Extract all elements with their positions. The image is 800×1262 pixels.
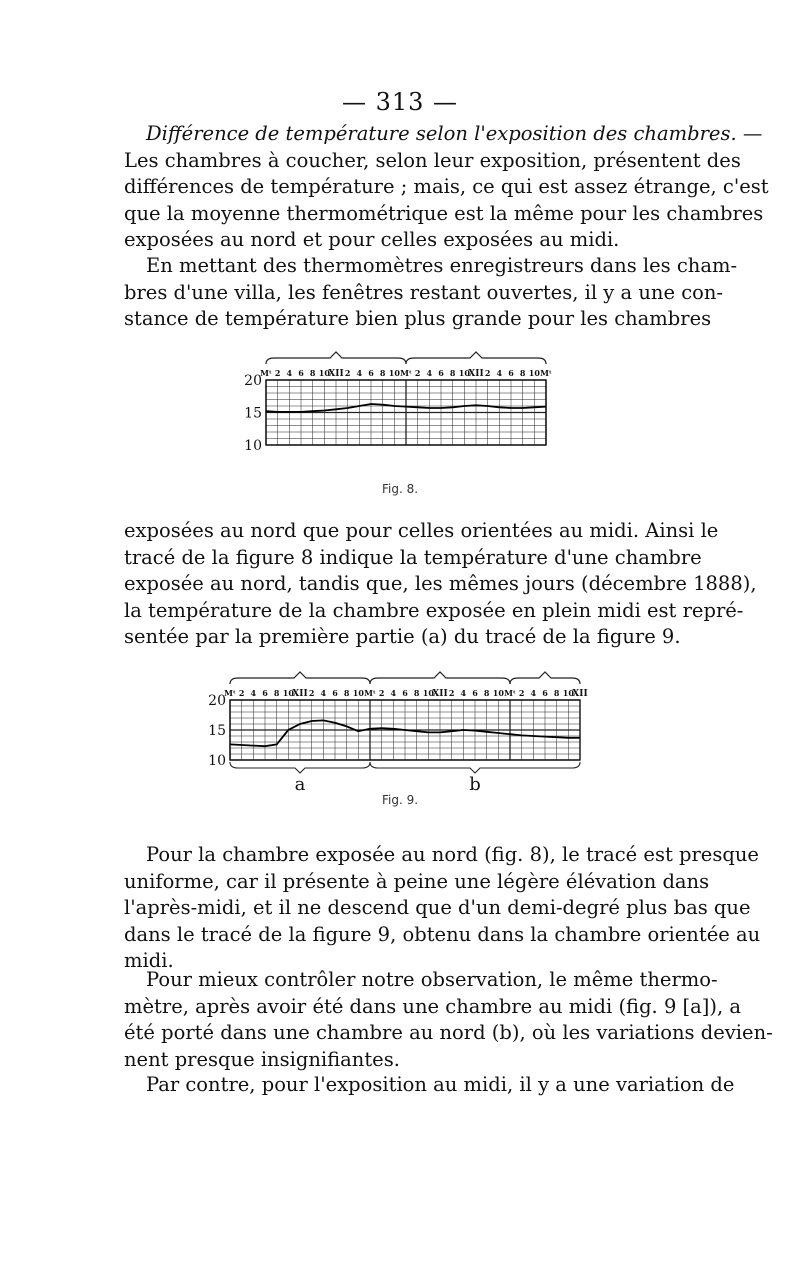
x-tick-label: 10 (388, 368, 400, 378)
day-brace (230, 672, 370, 684)
x-tick-label: XII (328, 369, 344, 379)
x-tick-label: Mᵗ (224, 688, 236, 698)
text-line: dans le tracé de la figure 9, obtenu dans la chambre orientée au (124, 922, 761, 946)
y-tick-label: 10 (208, 753, 226, 769)
paragraph-exposition-midi (124, 1072, 735, 1099)
x-tick-label: XII (292, 689, 308, 699)
x-tick-label: 4 (530, 688, 537, 698)
x-tick-label: 4 (390, 688, 397, 698)
text-line: l'après-midi, et il ne descend que d'un demi-degré plus bas que (124, 896, 751, 919)
text-line: midi. (124, 949, 174, 972)
x-tick-label: 2 (378, 688, 385, 698)
text-line: Pour mieux contrôler notre observation, le même thermo- (146, 968, 718, 991)
paragraph-figure-reference (124, 518, 757, 651)
text-line: stance de température bien plus grande pour les chambres (124, 307, 712, 330)
text-line: En mettant des thermomètres enregistreurs dans les cham- (146, 254, 738, 277)
x-tick-label: 2 (308, 688, 315, 698)
x-tick-label: 10 (458, 368, 470, 378)
paragraph-chambre-nord (124, 842, 761, 975)
day-brace (406, 352, 546, 364)
x-tick-label: 6 (262, 688, 268, 698)
text-line: exposées au nord que pour celles orientées au midi. Ainsi le (124, 519, 719, 542)
text-line: Les chambres à coucher, selon leur exposition, présentent des (124, 148, 741, 172)
x-tick-label: 6 (298, 368, 304, 378)
day-brace (266, 352, 406, 364)
x-tick-label: 2 (238, 688, 245, 698)
page-number: — 313 — (341, 88, 459, 116)
text-line: la température de la chambre exposée en plein midi est repré- (124, 598, 744, 622)
figure-8-chart (230, 350, 570, 465)
x-tick-label: XII (468, 369, 484, 379)
x-tick-label: Mᵗ (364, 688, 376, 698)
day-brace (510, 672, 580, 684)
text-line: que la moyenne thermométrique est la même pour les chambres (124, 201, 764, 225)
x-tick-label: 10 (352, 688, 364, 698)
x-tick-label: 6 (542, 688, 548, 698)
figure-8-caption: Fig. 8. (381, 482, 419, 496)
section-title: Différence de température selon l'exposition des chambres. (146, 122, 737, 145)
x-tick-label: 6 (402, 688, 408, 698)
day-brace (370, 672, 510, 684)
y-tick-label: 10 (244, 438, 262, 454)
x-tick-label: 10 (562, 688, 574, 698)
text-line: bres d'une villa, les fenêtres restant ouvertes, il y a une con- (124, 280, 723, 304)
x-tick-label: 2 (344, 368, 351, 378)
text-line: exposée au nord, tandis que, les mêmes jours (décembre 1888), (124, 572, 757, 595)
x-tick-label: 8 (343, 688, 350, 698)
x-tick-label: XII (432, 689, 448, 699)
x-tick-label: 4 (356, 368, 363, 378)
x-tick-label: 8 (413, 688, 420, 698)
x-tick-label: Mᵗ (504, 688, 516, 698)
segment-brace (370, 762, 580, 773)
x-tick-label: 6 (368, 368, 374, 378)
x-tick-label: 10 (422, 688, 434, 698)
x-tick-label: 8 (379, 368, 386, 378)
segment-label: a (294, 774, 306, 795)
x-tick-label: 10 (282, 688, 294, 698)
text-line: nent presque insignifiantes. (124, 1047, 400, 1071)
x-tick-label: 6 (332, 688, 338, 698)
x-tick-label: 2 (274, 368, 281, 378)
y-tick-label: 15 (208, 723, 226, 739)
x-tick-label: 4 (426, 368, 433, 378)
x-tick-label: 4 (286, 368, 293, 378)
y-tick-label: 20 (244, 373, 262, 389)
text-line: Pour la chambre exposée au nord (fig. 8), le tracé est presque (146, 843, 759, 866)
text-line: été porté dans une chambre au nord (b), où les variations devien- (124, 1021, 773, 1044)
x-tick-label: 8 (273, 688, 280, 698)
x-tick-label: 6 (472, 688, 478, 698)
segment-brace (230, 762, 370, 773)
x-tick-label: 4 (320, 688, 327, 698)
x-tick-label: 10 (318, 368, 330, 378)
x-tick-label: Mᵗ (260, 368, 272, 378)
figure-9-chart (200, 672, 600, 795)
x-tick-label: 4 (496, 368, 503, 378)
x-tick-label: XII (572, 689, 588, 699)
x-tick-label: 2 (484, 368, 491, 378)
text-line: exposées au nord et pour celles exposées au midi. (124, 228, 620, 251)
x-tick-label: 2 (448, 688, 455, 698)
paragraph-thermometres (124, 253, 738, 333)
segment-label: b (469, 774, 481, 795)
text-line: mètre, après avoir été dans une chambre au midi (fig. 9 [a]), a (124, 994, 742, 1018)
text-line: uniforme, car il présente à peine une légère élévation dans (124, 869, 710, 893)
y-tick-label: 15 (244, 405, 262, 422)
x-tick-label: 10 (492, 688, 504, 698)
x-tick-label: 8 (519, 368, 526, 378)
paragraph-exposition: Différence de température selon l'exposition des chambres. — Les chambres à coucher, selon leur exposition, présentent des différences de température ; mais, ce qui est assez étrange, c'est que la moyenne thermométrique est la même pour les chambres exposées au nord et pour celles exposées au midi. (124, 121, 676, 254)
x-tick-label: 10 (528, 368, 540, 378)
paragraph-controle (124, 967, 773, 1073)
x-tick-label: 8 (483, 688, 490, 698)
x-tick-label: Mᵗ (540, 368, 552, 378)
x-tick-label: 8 (309, 368, 316, 378)
figure-9-caption: Fig. 9. (381, 793, 419, 807)
x-tick-label: 2 (414, 368, 421, 378)
text-line: Par contre, pour l'exposition au midi, il y a une variation de (146, 1073, 735, 1096)
x-tick-label: 8 (553, 688, 560, 698)
text-line: tracé de la figure 8 indique la température d'une chambre (124, 545, 702, 569)
x-tick-label: Mᵗ (400, 368, 412, 378)
x-tick-label: 6 (508, 368, 514, 378)
x-tick-label: 8 (449, 368, 456, 378)
x-tick-label: 2 (518, 688, 525, 698)
x-tick-label: 4 (460, 688, 467, 698)
x-tick-label: 6 (438, 368, 444, 378)
text-line: sentée par la première partie (a) du tracé de la figure 9. (124, 625, 681, 648)
y-tick-label: 20 (208, 693, 226, 709)
x-tick-label: 4 (250, 688, 257, 698)
text-line: différences de température ; mais, ce qui est assez étrange, c'est (124, 175, 769, 198)
